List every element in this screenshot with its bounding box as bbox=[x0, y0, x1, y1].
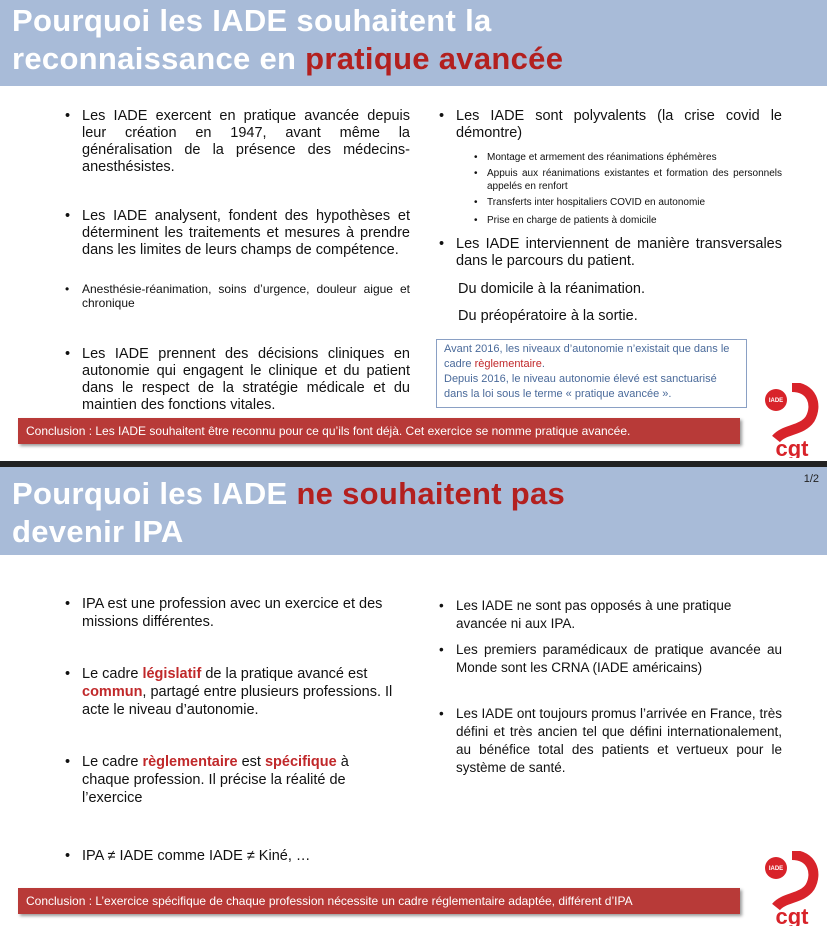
note-highlight: règlementaire bbox=[474, 358, 542, 370]
highlight: commun bbox=[82, 684, 143, 700]
bullet: • IPA ≠ IADE comme IADE ≠ Kiné, … bbox=[82, 847, 412, 865]
cgt-logo bbox=[762, 383, 820, 458]
title-highlight: ne souhaitent bbox=[296, 476, 511, 511]
slide-title bbox=[12, 2, 563, 78]
slide-title bbox=[12, 475, 565, 551]
slide-1 bbox=[0, 0, 827, 461]
title-line-2: devenir IPA bbox=[12, 514, 184, 549]
sub-bullet: • Montage et armement des réanimations éphémères bbox=[487, 151, 782, 164]
title-band bbox=[0, 0, 827, 86]
conclusion-banner: Conclusion : Les IADE souhaitent être reconnu pour ce qu’ils font déjà. Cet exercice se nomme pratique avancée. bbox=[18, 418, 740, 444]
bullet: • Les IADE ont toujours promus l’arrivée en France, très défini et très ancien tel que défini internationalement, au bénéfice total des patients et vertueux pour le système de santé. bbox=[456, 705, 782, 777]
title-line-2 bbox=[12, 40, 563, 78]
info-box bbox=[436, 339, 747, 408]
bullet bbox=[82, 665, 412, 719]
highlight: règlementaire bbox=[142, 754, 238, 770]
logo-brand: cgt bbox=[775, 436, 809, 458]
bullet: • Les premiers paramédicaux de pratique avancée au Monde sont les CRNA (IADE américains) bbox=[456, 641, 782, 677]
text-line: Du préopératoire à la sortie. bbox=[458, 308, 638, 324]
title-highlight: pratique avancée bbox=[305, 41, 564, 76]
logo-badge: IADE bbox=[768, 866, 784, 872]
note-text: Avant 2016, les niveaux d’autonomie n’existait que dans le cadre bbox=[444, 343, 730, 370]
title-text: Pourquoi les IADE bbox=[12, 476, 297, 511]
bullet: • IPA est une profession avec un exercice et des missions différentes. bbox=[82, 595, 412, 631]
slide-2 bbox=[0, 467, 827, 933]
conclusion-banner: Conclusion : L’exercice spécifique de chaque profession nécessite un cadre réglementaire adaptée, différent d’IPA bbox=[18, 888, 740, 914]
bullet: • Les IADE prennent des décisions cliniques en autonomie qui engagent le clinique et du patient dans le respect de la stratégie médicale et du maintien des fonctions vitales. bbox=[82, 346, 410, 414]
title-line-1: Pourquoi les IADE souhaitent la bbox=[12, 3, 492, 38]
logo-graphic bbox=[762, 383, 820, 458]
title-band bbox=[0, 467, 827, 555]
logo-badge: IADE bbox=[768, 398, 784, 404]
text: à chaque profession. Il précise la réalité de l’exercice bbox=[82, 754, 349, 806]
bullet: • Les IADE sont polyvalents (la crise covid le démontre) bbox=[456, 108, 782, 142]
sub-bullet: • Transferts inter hospitaliers COVID en autonomie bbox=[487, 196, 782, 209]
cgt-logo bbox=[762, 851, 820, 926]
bullet: • Les IADE ne sont pas opposés à une pratique avancée ni aux IPA. bbox=[456, 597, 786, 633]
logo-graphic bbox=[762, 851, 820, 926]
bullet: • Les IADE exercent en pratique avancée depuis leur création en 1947, avant même la généralisation de la présence des médecins-anesthésistes. bbox=[82, 108, 410, 176]
highlight: spécifique bbox=[264, 754, 337, 770]
text: de la pratique avancé est bbox=[201, 666, 368, 682]
title-highlight: pas bbox=[510, 476, 566, 511]
text-line: Du domicile à la réanimation. bbox=[458, 281, 645, 297]
note-text: . bbox=[541, 358, 545, 370]
bullet: • Les IADE analysent, fondent des hypothèses et déterminent les traitements et mesures à prendre dans les limites de leurs champs de compétence. bbox=[82, 208, 410, 259]
logo-brand: cgt bbox=[775, 904, 809, 926]
bullet bbox=[82, 753, 400, 807]
title-line-1 bbox=[12, 475, 565, 513]
text: Le cadre bbox=[82, 666, 143, 682]
text: , partagé entre plusieurs professions. Il acte le niveau d’autonomie. bbox=[82, 684, 393, 718]
bullet: • Anesthésie-réanimation, soins d’urgence, douleur aigue et chronique bbox=[82, 282, 410, 310]
note-text: Depuis 2016, le niveau autonomie élevé est sanctuarisé dans la loi sous le terme « pratique avancée ». bbox=[444, 373, 717, 400]
text: est bbox=[237, 754, 265, 770]
title-text: reconnaissance en bbox=[12, 41, 306, 76]
text: Le cadre bbox=[82, 754, 143, 770]
sub-bullet: • Appuis aux réanimations existantes et formation des personnels appelés en renfort bbox=[487, 167, 782, 193]
highlight: législatif bbox=[142, 666, 202, 682]
bullet: • Les IADE interviennent de manière transversales dans le parcours du patient. bbox=[456, 236, 782, 270]
page-number: 1/2 bbox=[803, 473, 819, 485]
sub-bullet: • Prise en charge de patients à domicile bbox=[487, 214, 782, 227]
